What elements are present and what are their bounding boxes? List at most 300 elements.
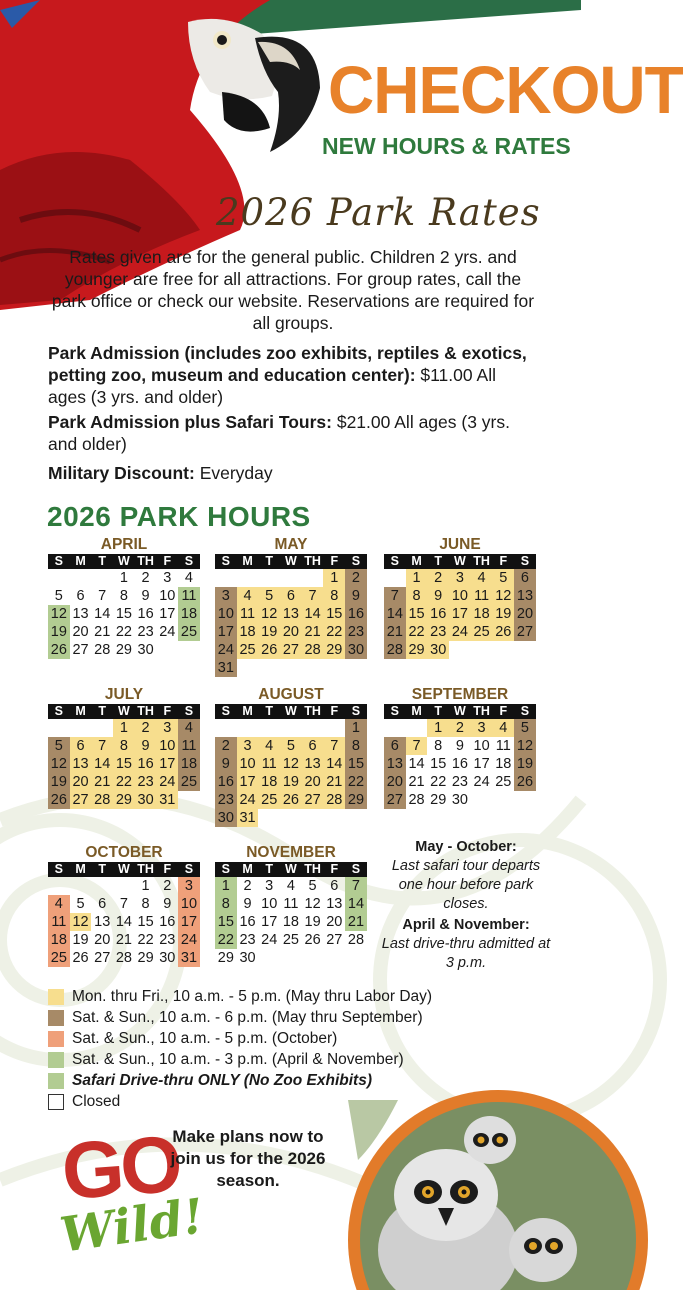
- april-november-note-text: Last drive-thru admitted at 3 p.m.: [381, 936, 551, 971]
- calendar-day: 18: [178, 605, 200, 623]
- calendar-day: 20: [94, 932, 111, 948]
- calendar-day: 10: [215, 605, 237, 623]
- calendar-day: 11: [48, 913, 70, 931]
- calendar-day: 23: [159, 932, 176, 948]
- calendar-day: 17: [261, 914, 278, 930]
- weekday-label: F: [163, 862, 172, 876]
- calendar-day: 15: [345, 755, 367, 773]
- legend-label: Sat. & Sun., 10 a.m. - 3 p.m. (April & November): [72, 1050, 404, 1068]
- calendar-day: 23: [451, 774, 468, 790]
- calendar-day: 30: [215, 809, 237, 827]
- calendar-day: 30: [427, 641, 449, 659]
- calendar-month-name: AUGUST: [258, 686, 324, 703]
- calendar-august: [215, 686, 367, 827]
- calendar-blank-cell: [91, 877, 113, 895]
- calendar-blank-cell: [280, 719, 302, 737]
- calendar-blank-cell: [258, 569, 280, 587]
- calendar-day: 14: [94, 606, 111, 622]
- calendar-blank-cell: [215, 569, 237, 587]
- weekday-label: TH: [137, 554, 154, 568]
- calendar-day: 14: [302, 605, 324, 623]
- calendar-weekday-header: [215, 554, 367, 569]
- weekday-label: F: [499, 554, 508, 568]
- calendar-day: 24: [449, 623, 471, 641]
- weekday-label: T: [265, 862, 274, 876]
- calendar-day: 5: [76, 896, 85, 912]
- calendar-day: 21: [408, 774, 425, 790]
- calendar-day: 6: [280, 587, 302, 605]
- calendar-blank-cell: [48, 719, 70, 737]
- calendar-may: [215, 536, 367, 677]
- calendar-day: 29: [345, 791, 367, 809]
- safari-admission-value: $21.00 All ages (3 yrs. and older): [48, 412, 510, 454]
- calendar-day: 17: [237, 773, 259, 791]
- calendar-day: 29: [217, 950, 234, 966]
- calendar-day: 17: [178, 913, 200, 931]
- park-admission-label: Park Admission (includes zoo exhibits, reptiles & exotics, petting zoo, museum and education center):: [48, 343, 527, 385]
- legend-item: [48, 986, 432, 1007]
- calendar-day: 13: [302, 755, 324, 773]
- calendar-day: 29: [137, 950, 154, 966]
- calendar-day: 17: [473, 756, 490, 772]
- calendar-day: 28: [302, 641, 324, 659]
- calendar-day: 9: [243, 896, 252, 912]
- safari-admission-label: Park Admission plus Safari Tours:: [48, 412, 332, 432]
- calendar-day: 2: [345, 569, 367, 587]
- weekday-label: S: [184, 704, 194, 718]
- weekday-label: T: [98, 554, 107, 568]
- calendar-day: 21: [384, 623, 406, 641]
- calendar-day: 24: [178, 931, 200, 949]
- weekday-label: TH: [304, 862, 321, 876]
- calendar-day: 2: [141, 570, 150, 586]
- calendar-day: 13: [70, 755, 92, 773]
- calendar-day: 24: [473, 774, 490, 790]
- calendar-day: 2: [427, 569, 449, 587]
- calendar-blank-cell: [258, 719, 280, 737]
- weekday-label: S: [184, 554, 194, 568]
- weekday-label: S: [351, 554, 361, 568]
- calendar-day: 17: [215, 623, 237, 641]
- calendar-day: 16: [427, 605, 449, 623]
- calendar-blank-cell: [323, 719, 345, 737]
- calendar-day: 3: [163, 570, 172, 586]
- calendar-day: 4: [258, 737, 280, 755]
- weekday-label: M: [242, 862, 253, 876]
- calendar-day: 12: [280, 755, 302, 773]
- calendar-day: 5: [308, 878, 317, 894]
- calendar-weekday-header: [384, 554, 536, 569]
- calendar-day: 13: [94, 914, 111, 930]
- calendar-day: 5: [48, 737, 70, 755]
- calendar-day: 11: [178, 587, 200, 605]
- calendar-day: 20: [384, 773, 406, 791]
- calendar-day: 22: [345, 773, 367, 791]
- calendar-day: 9: [345, 587, 367, 605]
- calendar-day: 24: [159, 624, 176, 640]
- calendar-day: 31: [237, 809, 259, 827]
- calendar-day: 23: [215, 791, 237, 809]
- calendar-day: 21: [91, 773, 113, 791]
- calendar-day: 4: [237, 587, 259, 605]
- calendar-day: 11: [178, 737, 200, 755]
- calendar-day: 1: [406, 569, 428, 587]
- weekday-label: T: [265, 554, 274, 568]
- calendar-day: 6: [98, 896, 107, 912]
- weekday-label: T: [434, 554, 443, 568]
- april-november-note-label: April & November:: [402, 917, 530, 933]
- calendar-day: 28: [91, 791, 113, 809]
- calendar-day: 26: [280, 791, 302, 809]
- calendar-day: 25: [495, 774, 512, 790]
- calendar-day: 7: [91, 737, 113, 755]
- calendar-day: 27: [72, 642, 89, 658]
- calendar-day: 30: [345, 641, 367, 659]
- calendar-day: 26: [72, 950, 89, 966]
- calendar-day: 7: [119, 896, 128, 912]
- calendar-blank-cell: [302, 719, 324, 737]
- calendar-day: 16: [215, 773, 237, 791]
- calendar-day: 11: [471, 587, 493, 605]
- calendar-day: 19: [514, 755, 536, 773]
- calendar-day: 24: [156, 773, 178, 791]
- calendar-day: 5: [514, 719, 536, 737]
- military-discount-rate: [48, 462, 538, 484]
- calendar-day: 19: [48, 623, 70, 641]
- park-admission-rate: [48, 342, 538, 408]
- calendar-day: 18: [258, 773, 280, 791]
- weekday-label: W: [285, 704, 297, 718]
- calendar-day: 18: [237, 623, 259, 641]
- calendar-day: 4: [178, 719, 200, 737]
- calendar-day: 20: [326, 914, 343, 930]
- calendar-day: 21: [115, 932, 132, 948]
- calendar-day: 10: [159, 588, 176, 604]
- calendar-day: 30: [135, 791, 157, 809]
- weekday-label: S: [54, 862, 64, 876]
- calendar-november: [215, 844, 367, 967]
- weekday-label: S: [390, 554, 400, 568]
- calendar-day: 5: [280, 737, 302, 755]
- calendar-day: 8: [113, 737, 135, 755]
- military-discount-value: Everyday: [194, 463, 273, 483]
- calendar-day: 6: [302, 737, 324, 755]
- legend-item: [48, 1007, 432, 1028]
- calendar-october: [48, 844, 200, 967]
- calendar-day: 13: [280, 605, 302, 623]
- go-logo-text: GO: [59, 1119, 182, 1216]
- weekday-label: W: [454, 704, 466, 718]
- calendar-day: 22: [137, 932, 154, 948]
- calendar-day: 1: [141, 878, 150, 894]
- calendar-day: 6: [514, 569, 536, 587]
- calendar-day: 18: [178, 755, 200, 773]
- calendar-day: 4: [48, 895, 70, 913]
- calendar-day: 20: [70, 773, 92, 791]
- calendar-day: 5: [258, 587, 280, 605]
- calendar-day: 26: [514, 773, 536, 791]
- calendar-day: 21: [302, 623, 324, 641]
- weekday-label: TH: [137, 704, 154, 718]
- weekday-label: M: [411, 554, 422, 568]
- calendar-day: 28: [384, 641, 406, 659]
- calendar-day: 15: [215, 913, 237, 931]
- calendar-day: 8: [345, 737, 367, 755]
- calendar-day: 2: [135, 719, 157, 737]
- calendar-day: 27: [514, 623, 536, 641]
- lemur-photo: [338, 1100, 581, 1290]
- calendar-day: 31: [215, 659, 237, 677]
- weekday-label: TH: [473, 554, 490, 568]
- calendar-blank-cell: [48, 877, 70, 895]
- weekday-label: S: [184, 862, 194, 876]
- calendar-day: 25: [471, 623, 493, 641]
- calendar-day: 22: [215, 931, 237, 949]
- new-hours-rates-subheadline: NEW HOURS & RATES: [322, 133, 571, 159]
- calendar-day: 17: [159, 606, 176, 622]
- calendar-day: 22: [115, 624, 132, 640]
- calendar-weekday-header: [48, 554, 200, 569]
- calendar-day: 9: [215, 755, 237, 773]
- weekday-label: F: [499, 704, 508, 718]
- calendar-day: 22: [406, 623, 428, 641]
- legend-swatch: [48, 1052, 64, 1068]
- weekday-label: W: [118, 554, 130, 568]
- calendar-day: 18: [495, 756, 512, 772]
- calendar-day: 25: [258, 791, 280, 809]
- calendar-day: 10: [156, 737, 178, 755]
- calendar-day: 1: [113, 719, 135, 737]
- calendar-day: 24: [237, 791, 259, 809]
- weekday-label: M: [411, 704, 422, 718]
- calendar-day: 11: [283, 896, 299, 912]
- calendar-day: 10: [473, 738, 490, 754]
- calendar-day: 9: [455, 738, 464, 754]
- calendar-blank-cell: [70, 877, 92, 895]
- calendar-day: 15: [406, 605, 428, 623]
- calendar-day: 12: [304, 896, 321, 912]
- calendar-september: [384, 686, 536, 809]
- weekday-label: T: [265, 704, 274, 718]
- weekday-label: S: [520, 554, 530, 568]
- calendar-day: 4: [184, 570, 193, 586]
- calendar-day: 16: [345, 605, 367, 623]
- calendar-day: 24: [215, 641, 237, 659]
- calendar-day: 10: [261, 896, 278, 912]
- calendar-day: 27: [94, 950, 111, 966]
- calendar-day: 25: [178, 773, 200, 791]
- calendar-day: 28: [94, 642, 111, 658]
- weekday-label: TH: [137, 862, 154, 876]
- calendar-day: 14: [384, 605, 406, 623]
- calendar-day: 19: [280, 773, 302, 791]
- calendar-day: 7: [406, 737, 428, 755]
- legend-item: [48, 1049, 432, 1070]
- calendar-day: 17: [449, 605, 471, 623]
- calendar-blank-cell: [91, 569, 113, 587]
- calendar-day: 11: [258, 755, 280, 773]
- calendar-day: 10: [178, 895, 200, 913]
- calendar-day: 6: [384, 737, 406, 755]
- calendar-day: 21: [323, 773, 345, 791]
- calendar-day: 11: [495, 738, 511, 754]
- calendar-day: 19: [492, 605, 514, 623]
- calendar-day: 14: [408, 756, 425, 772]
- legend-swatch: [48, 1073, 64, 1089]
- park-admission-value: $11.00 All ages (3 yrs. and older): [48, 365, 496, 407]
- calendar-day: 28: [347, 932, 365, 948]
- calendar-day: 1: [427, 719, 449, 737]
- calendar-blank-cell: [48, 569, 70, 587]
- calendar-days-grid: [215, 569, 367, 677]
- calendar-day: 18: [48, 931, 70, 949]
- calendar-day: 2: [243, 878, 252, 894]
- calendar-blank-cell: [91, 719, 113, 737]
- calendar-day: 22: [113, 773, 135, 791]
- calendar-day: 14: [345, 895, 367, 913]
- calendar-day: 13: [326, 896, 343, 912]
- calendar-day: 26: [258, 641, 280, 659]
- legend-label: Mon. thru Fri., 10 a.m. - 5 p.m. (May thru Labor Day): [72, 987, 433, 1005]
- weekday-label: M: [242, 704, 253, 718]
- calendar-blank-cell: [384, 569, 406, 587]
- calendar-day: 25: [282, 932, 299, 948]
- weekday-label: S: [221, 554, 231, 568]
- weekday-label: TH: [304, 704, 321, 718]
- calendar-day: 15: [115, 606, 132, 622]
- park-hours-title: 2026 PARK HOURS: [47, 501, 311, 532]
- calendar-day: 30: [239, 950, 256, 966]
- calendar-april: [48, 536, 200, 659]
- calendar-day: 3: [156, 719, 178, 737]
- calendar-day: 13: [72, 606, 89, 622]
- weekday-label: T: [434, 704, 443, 718]
- calendar-day: 19: [258, 623, 280, 641]
- calendar-weekday-header: [48, 862, 200, 877]
- calendar-day: 20: [514, 605, 536, 623]
- legend-label: Sat. & Sun., 10 a.m. - 5 p.m. (October): [72, 1029, 338, 1047]
- calendar-day: 18: [282, 914, 299, 930]
- calendar-month-name: APRIL: [100, 536, 148, 553]
- calendar-day: 31: [156, 791, 178, 809]
- calendar-day: 29: [323, 641, 345, 659]
- calendar-weekday-header: [384, 704, 536, 719]
- weekday-label: M: [75, 704, 86, 718]
- calendar-day: 13: [384, 755, 406, 773]
- calendar-day: 5: [54, 588, 63, 604]
- weekday-label: F: [330, 862, 339, 876]
- calendar-day: 29: [430, 792, 447, 808]
- calendar-day: 12: [492, 587, 514, 605]
- calendar-day: 8: [215, 895, 237, 913]
- calendar-day: 16: [135, 755, 157, 773]
- calendar-day: 25: [178, 623, 200, 641]
- calendar-day: 30: [159, 950, 176, 966]
- calendar-day: 18: [471, 605, 493, 623]
- calendar-day: 29: [113, 791, 135, 809]
- calendar-day: 30: [451, 792, 468, 808]
- calendar-day: 8: [323, 587, 345, 605]
- calendar-day: 16: [137, 606, 154, 622]
- wild-logo-text: Wild!: [56, 1188, 208, 1264]
- calendar-day: 27: [302, 791, 324, 809]
- calendar-day: 19: [304, 914, 321, 930]
- calendar-day: 3: [471, 719, 493, 737]
- calendar-day: 3: [237, 737, 259, 755]
- calendar-day: 12: [48, 755, 70, 773]
- legend-swatch: [48, 1031, 64, 1047]
- military-discount-label: Military Discount:: [48, 463, 195, 483]
- weekday-label: S: [54, 554, 64, 568]
- calendar-day: 20: [280, 623, 302, 641]
- calendar-day: 23: [137, 624, 154, 640]
- calendar-blank-cell: [70, 719, 92, 737]
- calendar-day: 15: [137, 914, 154, 930]
- calendar-day: 6: [70, 737, 92, 755]
- calendar-day: 27: [326, 932, 343, 948]
- calendar-day: 17: [156, 755, 178, 773]
- hours-legend: [48, 986, 432, 1112]
- calendar-day: 14: [115, 914, 132, 930]
- weekday-label: W: [285, 862, 297, 876]
- calendar-day: 4: [286, 878, 295, 894]
- calendar-day: 15: [323, 605, 345, 623]
- calendar-blank-cell: [237, 719, 259, 737]
- legend-swatch: [48, 1010, 64, 1026]
- calendar-day: 19: [72, 932, 89, 948]
- legend-item: [48, 1070, 432, 1091]
- calendar-day: 9: [163, 896, 172, 912]
- calendar-day: 8: [119, 588, 128, 604]
- calendar-day: 20: [302, 773, 324, 791]
- calendar-day: 29: [115, 642, 132, 658]
- calendar-days-grid: [48, 569, 200, 659]
- calendar-blank-cell: [302, 569, 324, 587]
- legend-swatch: [48, 1094, 64, 1110]
- calendar-day: 26: [48, 641, 70, 659]
- calendar-day: 23: [239, 932, 256, 948]
- calendar-day: 2: [215, 737, 237, 755]
- weekday-label: F: [163, 554, 172, 568]
- calendar-day: 4: [492, 719, 514, 737]
- weekday-label: S: [351, 862, 361, 876]
- calendar-day: 26: [48, 791, 70, 809]
- calendar-days-grid: [48, 719, 200, 809]
- weekday-label: S: [54, 704, 64, 718]
- calendar-day: 21: [94, 624, 111, 640]
- calendar-day: 7: [302, 587, 324, 605]
- calendar-blank-cell: [215, 719, 237, 737]
- plans-message: Make plans now to join us for the 2026 season.: [170, 1127, 326, 1190]
- calendar-day: 27: [384, 791, 406, 809]
- calendar-days-grid: [384, 719, 536, 809]
- calendar-weekday-header: [215, 862, 367, 877]
- calendar-day: 9: [141, 588, 150, 604]
- calendar-june: [384, 536, 536, 659]
- calendar-blank-cell: [70, 569, 92, 587]
- calendar-day: 4: [471, 569, 493, 587]
- calendar-day: 1: [345, 719, 367, 737]
- calendar-month-name: OCTOBER: [85, 844, 163, 861]
- weekday-label: T: [98, 862, 107, 876]
- calendar-day: 8: [434, 738, 443, 754]
- weekday-label: TH: [304, 554, 321, 568]
- calendar-month-name: MAY: [274, 536, 308, 553]
- calendar-day: 6: [76, 588, 85, 604]
- weekday-label: S: [221, 704, 231, 718]
- calendar-day: 8: [141, 896, 150, 912]
- calendar-day: 1: [323, 569, 345, 587]
